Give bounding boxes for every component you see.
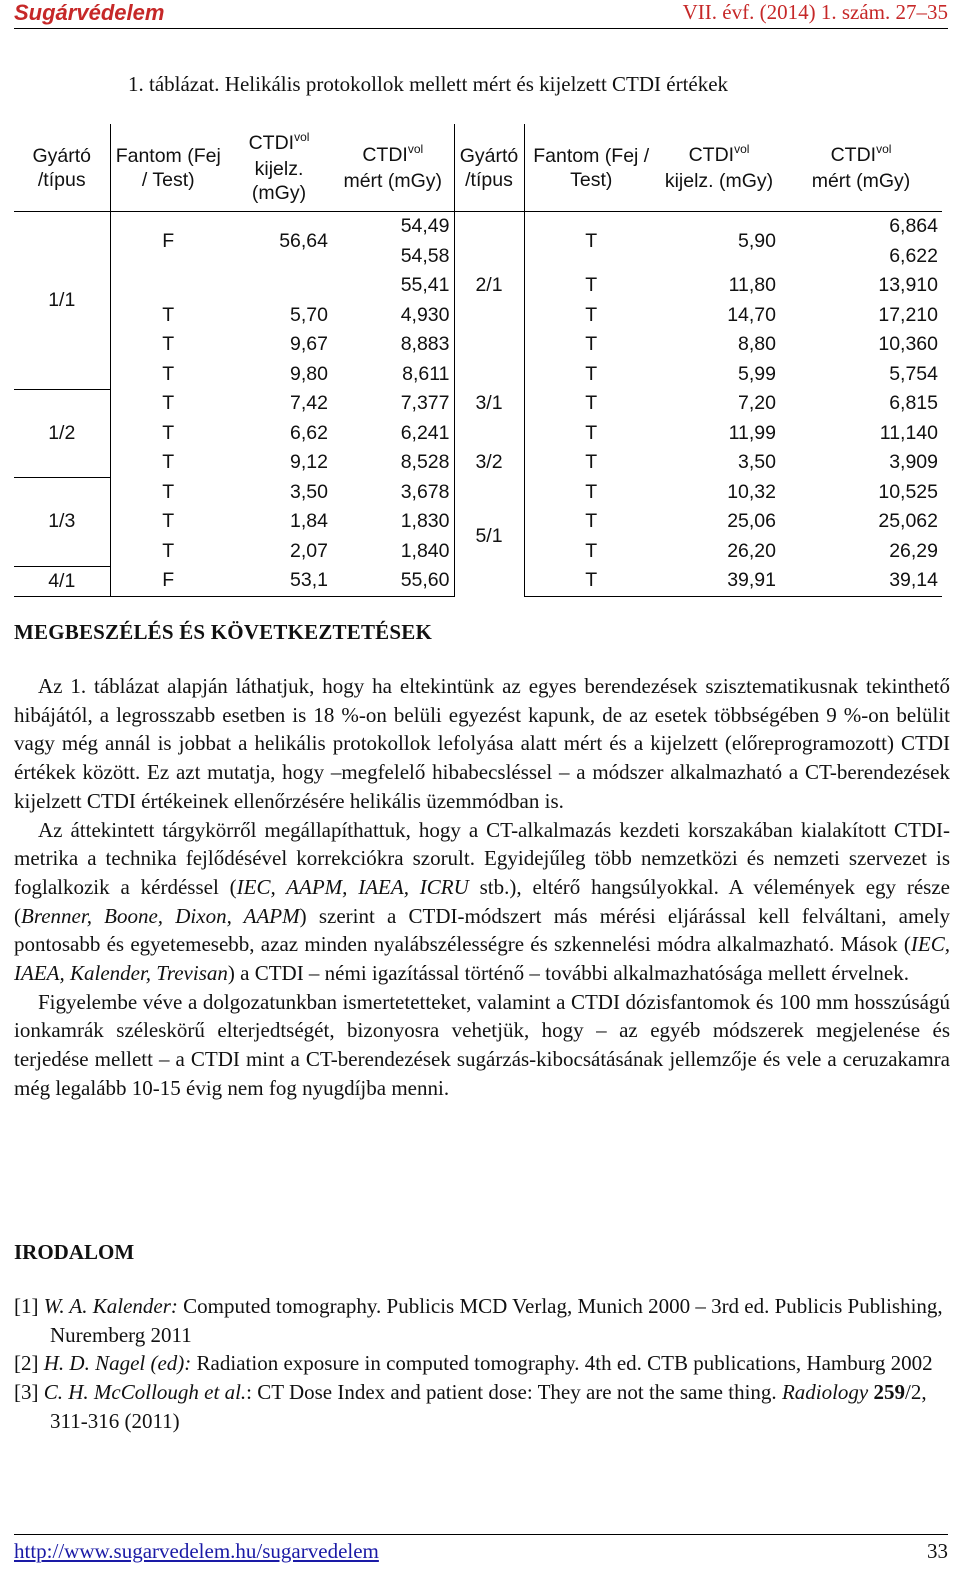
measured-cell: 7,377 (400, 392, 450, 414)
phantom-cell: T (110, 537, 226, 567)
header-displayed: $CTDI_{vol}$ kijelz. (mGy) (226, 124, 332, 212)
measured-cell: 55,41 (400, 274, 450, 296)
measured-cell: 8,528 (400, 451, 450, 473)
displayed-cell (226, 271, 332, 301)
phantom-cell: T (524, 448, 658, 478)
vendor-cell: 1/1 (48, 288, 76, 311)
vendor-cell: 1/2 (14, 389, 110, 478)
displayed-cell: 26,20 (727, 539, 776, 562)
phantom-cell (110, 271, 226, 301)
displayed-cell: 11,99 (728, 421, 776, 444)
measured-cell: 55,60 (332, 566, 454, 597)
measured-cell: 1,840 (400, 539, 450, 562)
displayed-cell: 9,80 (290, 362, 328, 385)
displayed-cell: 10,32 (727, 480, 776, 503)
phantom-cell: T (110, 360, 226, 390)
measured-cell: 6,622 (889, 244, 938, 267)
table-row (14, 478, 942, 508)
phantom-cell: T (524, 478, 658, 508)
phantom-cell: T (524, 330, 658, 360)
ctdi-table (14, 124, 942, 597)
measured-cell: 39,14 (780, 566, 942, 597)
phantom-cell: T (524, 419, 658, 449)
vendor-cell: 4/1 (14, 566, 110, 597)
phantom-cell: T (524, 212, 658, 272)
issue-info: VII. évf. (2014) 1. szám. 27–35 (682, 0, 948, 24)
phantom-cell: T (110, 389, 226, 419)
measured-cell: 10,525 (878, 480, 938, 503)
phantom-cell: T (110, 448, 226, 478)
page-number: 33 (927, 1539, 948, 1563)
phantom-cell: T (524, 360, 658, 390)
measured-cell: 10,360 (878, 333, 938, 355)
header-phantom: Fantom (Fej / Test) (110, 124, 226, 212)
phantom-cell: T (110, 478, 226, 508)
displayed-cell: 3,50 (738, 451, 776, 473)
measured-cell: 6,241 (400, 421, 450, 444)
page-header (14, 0, 948, 29)
header-vendor-2: Gyártó /típus (454, 124, 524, 212)
displayed-cell: 5,70 (290, 303, 328, 326)
displayed-cell: 7,20 (738, 392, 776, 414)
phantom-cell: F (110, 212, 226, 272)
displayed-cell: 8,80 (738, 333, 776, 355)
displayed-cell: 5,99 (738, 362, 776, 385)
displayed-cell: 39,91 (658, 566, 780, 597)
displayed-cell: 25,06 (727, 510, 776, 532)
reference-item: [3] C. H. McCollough et al.: CT Dose Index and patient dose: They are not the same thing. Radiology 259/2, 311-316 (2011) (14, 1380, 927, 1433)
phantom-cell: T (110, 330, 226, 360)
vendor-cell: 2/1 (454, 212, 524, 360)
phantom-cell: T (110, 507, 226, 537)
paragraph: Az 1. táblázat alapján láthatjuk, hogy ha eltekintünk az egyes berendezések szisztematikusnak tekinthető hibájától, a legrosszabb esetben is 18 %-on belüli egyezést kapunk, de az esetek többségében 9 %-on belülit vagy még annál is jobbat a helikális protokollok lefolyása alatt mért és a kijelzett (előreprogramozott) CTDI értékek között. Ez azt mutatja, hogy –megfelelő hibabecsléssel – a módszer alkalmazható a CT-berendezések kijelzett CTDI értékeinek ellenőrzésére helikális üzemmódban is. (14, 674, 950, 813)
discussion-body (14, 672, 950, 1103)
measured-cell: 1,830 (400, 510, 450, 532)
journal-title: Sugárvédelem (14, 0, 165, 25)
header-measured-2: $CTDI_{vol}$ mért (mGy) (780, 124, 942, 212)
phantom-cell: T (110, 419, 226, 449)
phantom-cell: T (110, 301, 226, 331)
phantom-cell: F (110, 566, 226, 597)
displayed-cell: 1,84 (290, 510, 328, 532)
measured-cell: 54,58 (400, 244, 450, 267)
references-heading: IRODALOM (14, 1240, 135, 1264)
header-measured: $CTDI_{vol}$ mért (mGy) (332, 124, 454, 212)
measured-cell: 6,864 (889, 215, 938, 237)
phantom-cell: T (524, 566, 658, 597)
reference-item: [1] W. A. Kalender: Computed tomography. Publicis MCD Verlag, Munich 2000 – 3rd ed. Publicis Publishing, Nuremberg 2011 (14, 1294, 943, 1347)
displayed-cell: 14,70 (727, 303, 776, 326)
footer-link[interactable]: http://www.sugarvedelem.hu/sugarvedelem (14, 1539, 379, 1563)
measured-cell: 3,909 (889, 451, 938, 473)
references-list (14, 1292, 950, 1436)
page-footer (14, 1534, 948, 1575)
table-row (14, 212, 942, 242)
header-displayed-2: $CTDI_{vol}$ kijelz. (mGy) (658, 124, 780, 212)
reference-item: [2] H. D. Nagel (ed): Radiation exposure in computed tomography. 4th ed. CTB publications, Hamburg 2002 (14, 1351, 933, 1376)
displayed-cell: 5,90 (738, 229, 776, 252)
table-header-row (14, 124, 942, 212)
displayed-cell: 56,64 (279, 229, 328, 252)
table-caption: 1. táblázat. Helikális protokollok mellett mért és kijelzett CTDI értékek (128, 72, 729, 96)
table-row (14, 360, 942, 390)
measured-cell: 4,930 (400, 303, 450, 326)
displayed-cell: 7,42 (290, 392, 328, 414)
displayed-cell: 6,62 (290, 421, 328, 444)
measured-cell: 11,140 (879, 421, 938, 444)
displayed-cell: 2,07 (290, 539, 328, 562)
phantom-cell: T (524, 271, 658, 301)
header-vendor: Gyártó /típus (14, 124, 110, 212)
phantom-cell: T (524, 301, 658, 331)
vendor-cell: 5/1 (454, 478, 524, 597)
section-heading: MEGBESZÉLÉS ÉS KÖVETKEZTETÉSEK (14, 620, 432, 644)
measured-cell: 8,883 (400, 333, 450, 355)
measured-cell: 8,611 (402, 362, 450, 385)
vendor-cell: 1/3 (14, 478, 110, 567)
displayed-cell: 3,50 (290, 480, 328, 503)
measured-cell: 17,210 (878, 303, 938, 326)
phantom-cell: T (524, 389, 658, 419)
displayed-cell: 9,12 (290, 451, 328, 473)
phantom-cell: T (524, 507, 658, 537)
header-phantom-2: Fantom (Fej / Test) (524, 124, 658, 212)
measured-cell: 26,29 (889, 539, 938, 562)
table-row (14, 448, 942, 478)
paragraph: Figyelembe véve a dolgozatunkban ismertetetteket, valamint a CTDI dózisfantomok és 100 mm hosszúságú ionkamrák széleskörű elterjedtségét, bizonyosra vehetjük, hogy – az egyéb módszerek megjelenése és terjedése mellett – a CTDI mint a CT-berendezések sugárzás-kibocsátásának jellemzője és vele a ceruzakamra még legalább 10-15 évig nem fog nyugdíjba menni. (14, 989, 950, 1100)
phantom-cell: T (524, 537, 658, 567)
vendor-cell: 3/2 (454, 448, 524, 478)
displayed-cell: 53,1 (226, 566, 332, 597)
displayed-cell: 11,80 (728, 274, 776, 296)
vendor-cell: 3/1 (454, 360, 524, 449)
measured-cell: 54,49 (400, 215, 450, 237)
paragraph: Az áttekintett tárgykörről megállapíthattuk, hogy a CT-alkalmazás kezdeti korszakában kialakított CTDI-metrika a technika fejlődésével korrekciókra szorult. Egyidejűleg több nemzetközi és nemzeti szervezet is foglalkozik a kérdéssel (IEC, AAPM, IAEA, ICRU stb.), eltérő hangsúlyokkal. A vélemények egy része (Brenner, Boone, Dixon, AAPM) szerint a CTDI-módszert más mérési eljárással kell felváltani, amely pontosabb és egyetemesebb, azaz minden nyalábszélességre és szkennelési módra alkalmazható. Mások (IEC, IAEA, Kalender, Trevisan) a CTDI – némi igazítással történő – további alkalmazhatósága mellett érvelnek. (14, 817, 950, 986)
measured-cell: 13,910 (878, 274, 938, 296)
measured-cell: 5,754 (889, 362, 938, 385)
measured-cell: 6,815 (889, 392, 938, 414)
displayed-cell: 9,67 (290, 333, 328, 355)
measured-cell: 25,062 (878, 510, 938, 532)
measured-cell: 3,678 (400, 480, 450, 503)
